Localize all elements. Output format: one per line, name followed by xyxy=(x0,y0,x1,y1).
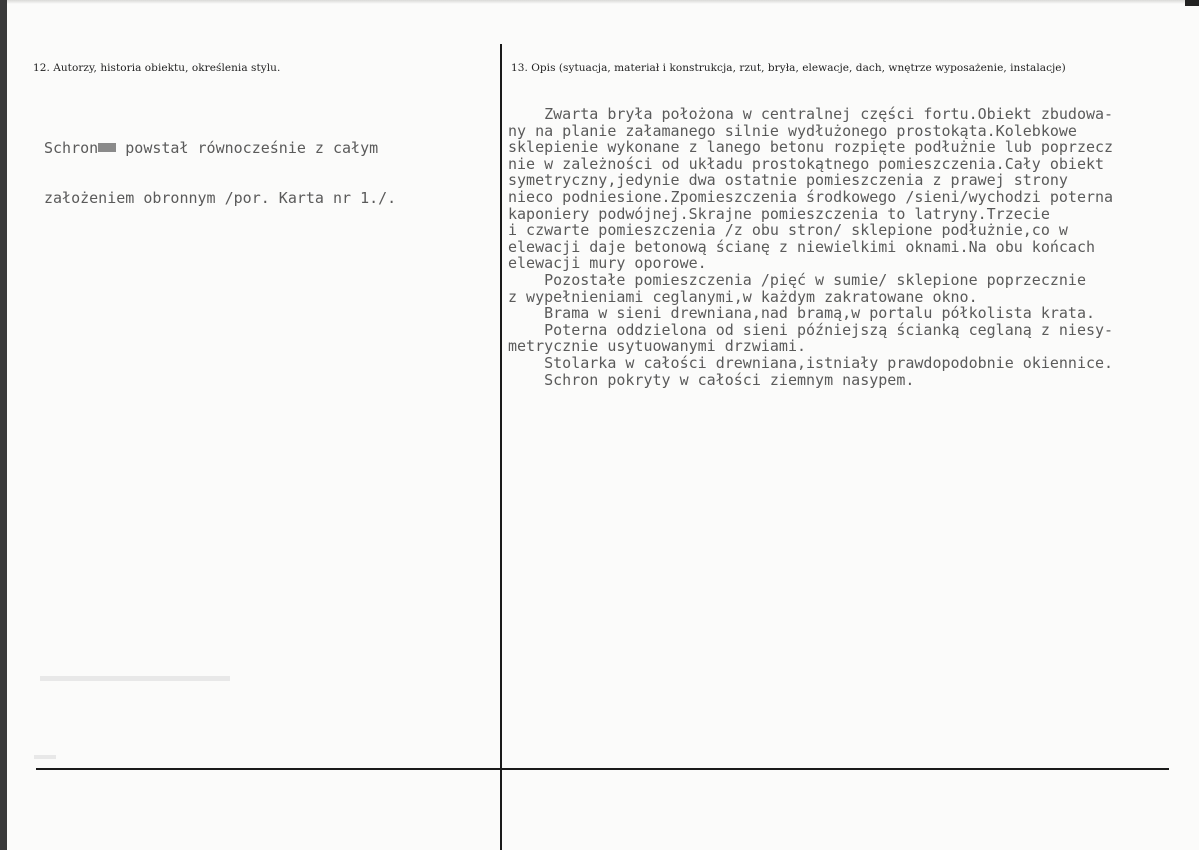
bottom-rule xyxy=(36,768,1169,770)
section-13-line: i czwarte pomieszczenia /z obu stron/ sklepione podłużnie,co w xyxy=(508,221,1068,240)
section-13-line: nieco podniesione.Zpomieszczenia środkowego /sieni/wychodzi poterna xyxy=(508,187,1114,206)
scan-edge-top xyxy=(0,0,1199,4)
section-13-line: Zwarta bryła położona w centralnej części fortu.Obiekt zbudowa- xyxy=(508,106,1114,123)
typed-text: powstał równocześnie z całym xyxy=(116,139,379,158)
scan-corner-mark xyxy=(1185,0,1199,6)
typed-word: Schron xyxy=(44,139,99,158)
section-13-text xyxy=(508,106,1198,388)
section-12-line: założeniem obronnym /por. Karta nr 1./. xyxy=(44,188,397,207)
section-12-heading: 12. Autorzy, historia obiektu, określenia stylu. xyxy=(33,62,281,74)
section-13-line: Schron pokryty w całości ziemnym nasypem. xyxy=(508,370,915,389)
section-13-line: Brama w sieni drewniana,nad bramą,w portalu półkolista krata. xyxy=(508,304,1095,323)
section-13-line: z wypełnieniami ceglanymi,w każdym zakratowane okno. xyxy=(508,287,978,306)
section-13-line: ny na planie załamanego silnie wydłużonego prostokąta.Kolebkowe xyxy=(508,121,1077,140)
section-13-line: metrycznie usytuowanymi drzwiami. xyxy=(508,337,807,356)
section-13-line: Pozostałe pomieszczenia /pięć w sumie/ sklepione poprzecznie xyxy=(508,270,1086,289)
section-13-line: elewacji daje betonową ścianę z niewielkimi oknami.Na obu końcach xyxy=(508,237,1095,256)
scan-edge-left xyxy=(0,0,7,850)
scan-smudge xyxy=(34,755,56,759)
section-13-line: symetryczny,jedynie dwa ostatnie pomieszczenia z prawej strony xyxy=(508,171,1068,190)
section-13-heading: 13. Opis (sytuacja, materiał i konstrukcja, rzut, bryła, elewacje, dach, wnętrze wyposażenie, instalacje) xyxy=(511,62,1066,74)
section-12-line xyxy=(44,140,396,157)
section-12-text xyxy=(44,107,396,240)
section-13-line: Poterna oddzielona od sieni późniejszą ścianką ceglaną z niesy- xyxy=(508,320,1114,339)
column-divider xyxy=(500,44,502,850)
section-13-line: elewacji mury oporowe. xyxy=(508,254,707,273)
section-13-line: nie w zależności od układu prostokątnego pomieszczenia.Cały obiekt xyxy=(508,154,1105,173)
section-13-line: kaponiery podwójnej.Skrajne pomieszczenia to latryny.Trzecie xyxy=(508,204,1050,223)
section-13-line: sklepienie wykonane z lanego betonu rozpięte podłużnie lub poprzecz xyxy=(508,138,1114,157)
struck-out-text xyxy=(98,143,116,152)
section-13-line: Stolarka w całości drewniana,istniały prawdopodobnie okiennice. xyxy=(508,353,1114,372)
scan-smudge xyxy=(40,676,230,681)
